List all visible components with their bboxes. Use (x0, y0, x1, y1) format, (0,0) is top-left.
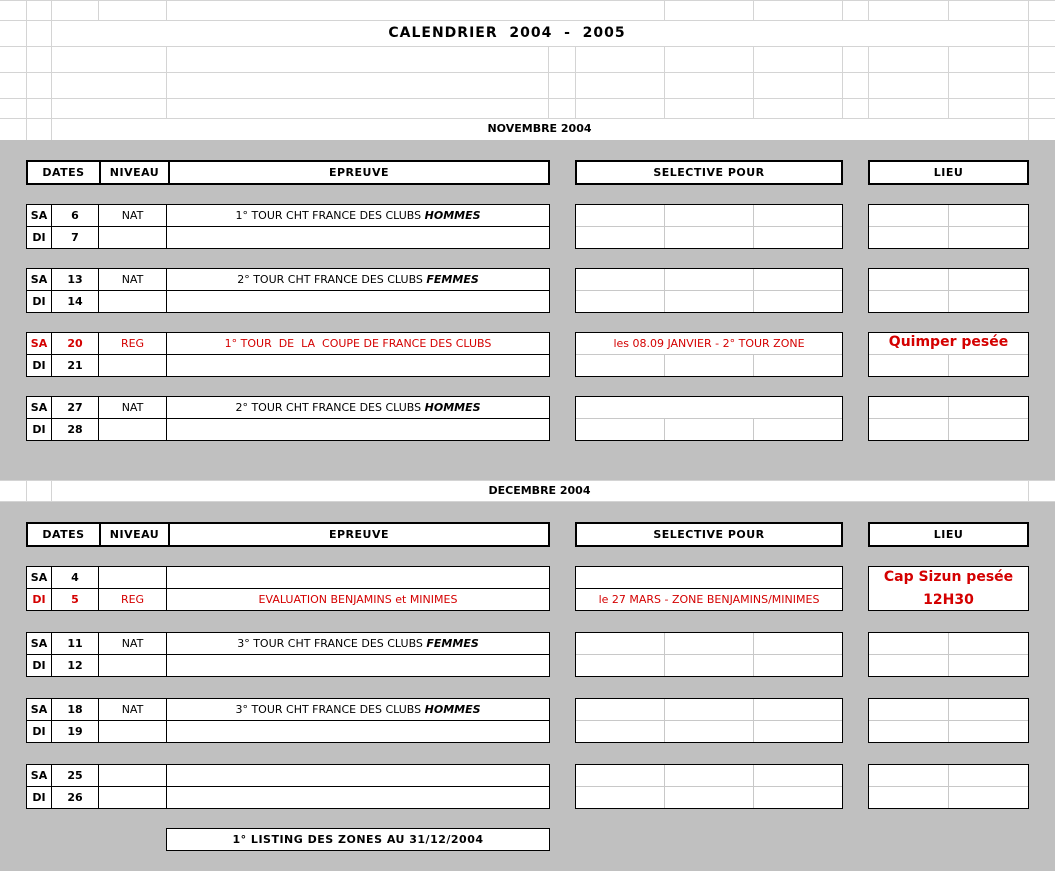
day-label-di: DI (32, 725, 46, 738)
selective-value (576, 205, 842, 226)
day-number-di: 5 (71, 593, 79, 606)
epreuve-value (167, 269, 549, 290)
header-niveau: NIVEAU (101, 162, 170, 183)
day-label-sa: SA (30, 637, 48, 650)
niveau-value: NAT (121, 637, 144, 650)
selective-value (576, 633, 842, 654)
epreuve-emphasis: HOMMES (424, 209, 481, 222)
selective-value: le 27 MARS - ZONE BENJAMINS/MINIMES (598, 593, 820, 606)
lieu-value (869, 204, 1028, 224)
lieu-value (869, 396, 1028, 416)
epreuve-value (167, 699, 549, 720)
month-title-novembre: NOVEMBRE 2004 (487, 122, 592, 135)
header-epreuve: EPREUVE (328, 166, 390, 179)
epreuve-value (167, 589, 549, 610)
day-number-di: 21 (67, 359, 83, 372)
header-epreuve: EPREUVE (328, 528, 390, 541)
day-number-sa: 13 (67, 273, 83, 286)
day-number-di: 26 (67, 791, 83, 804)
lieu-value (869, 632, 1028, 652)
selective-value (576, 699, 842, 720)
column-headers-main (26, 160, 550, 185)
day-label-di: DI (32, 295, 46, 308)
epreuve-value (167, 765, 549, 786)
day-number-di: 28 (67, 423, 83, 436)
epreuve-emphasis: HOMMES (424, 401, 481, 414)
day-number-di: 14 (67, 295, 83, 308)
day-number-sa: 27 (67, 401, 83, 414)
niveau-value: NAT (121, 703, 144, 716)
header-selective: SELECTIVE POUR (575, 160, 843, 185)
month-panel-decembre (0, 502, 1055, 871)
epreuve-value (167, 397, 549, 418)
day-label-di: DI (32, 593, 46, 606)
epreuve-text: 2° TOUR CHT FRANCE DES CLUBS (235, 401, 425, 414)
day-label-sa: SA (30, 401, 48, 414)
epreuve-emphasis: FEMMES (426, 273, 479, 286)
selective-value (576, 397, 842, 418)
day-label-sa: SA (30, 273, 48, 286)
niveau-value: NAT (121, 209, 144, 222)
day-number-sa: 6 (71, 209, 79, 222)
selective-value (576, 765, 842, 786)
day-number-di: 19 (67, 725, 83, 738)
header-dates: DATES (28, 524, 101, 545)
niveau-value: REG (120, 337, 145, 350)
epreuve-value (167, 333, 549, 354)
selective-value (576, 269, 842, 290)
day-label-sa: SA (30, 703, 48, 716)
epreuve-value (167, 633, 549, 654)
day-label-di: DI (32, 791, 46, 804)
day-label-di: DI (32, 231, 46, 244)
header-dates: DATES (28, 162, 101, 183)
epreuve-text: 1° TOUR CHT FRANCE DES CLUBS (235, 209, 425, 222)
header-selective: SELECTIVE POUR (575, 522, 843, 547)
niveau-value (99, 765, 166, 786)
niveau-value: NAT (121, 401, 144, 414)
epreuve-text: 2° TOUR CHT FRANCE DES CLUBS (237, 273, 427, 286)
listing-note: 1° LISTING DES ZONES AU 31/12/2004 (166, 828, 550, 851)
epreuve-text: EVALUATION BENJAMINS et MINIMES (258, 593, 458, 606)
day-number-sa: 25 (67, 769, 83, 782)
day-number-sa: 4 (71, 571, 79, 584)
lieu-value: Quimper pesée (888, 334, 1009, 350)
epreuve-emphasis: FEMMES (426, 637, 479, 650)
day-label-di: DI (32, 359, 46, 372)
epreuve-value (167, 205, 549, 226)
day-number-sa: 18 (67, 703, 83, 716)
header-lieu: LIEU (868, 160, 1029, 185)
lieu-value (869, 268, 1028, 288)
lieu-time: 12H30 (923, 592, 974, 608)
niveau-value: NAT (121, 273, 144, 286)
header-lieu: LIEU (868, 522, 1029, 547)
lieu-value (869, 698, 1028, 718)
day-number-di: 7 (71, 231, 79, 244)
lieu-value: Cap Sizun pesée (883, 569, 1014, 585)
day-label-sa: SA (30, 571, 48, 584)
epreuve-text: 3° TOUR CHT FRANCE DES CLUBS (237, 637, 427, 650)
day-label-sa: SA (30, 769, 48, 782)
niveau-value: REG (120, 593, 145, 606)
month-title-decembre: DECEMBRE 2004 (488, 484, 591, 497)
day-number-sa: 11 (67, 637, 83, 650)
page-title: CALENDRIER 2004 - 2005 (388, 25, 626, 41)
lieu-value (869, 764, 1028, 784)
day-label-sa: SA (30, 337, 48, 350)
day-number-sa: 20 (67, 337, 83, 350)
day-number-di: 12 (67, 659, 83, 672)
column-headers-main (26, 522, 550, 547)
epreuve-emphasis: HOMMES (424, 703, 481, 716)
day-label-sa: SA (30, 209, 48, 222)
day-label-di: DI (32, 659, 46, 672)
day-label-di: DI (32, 423, 46, 436)
selective-value: les 08.09 JANVIER - 2° TOUR ZONE (613, 337, 805, 350)
epreuve-text: 3° TOUR CHT FRANCE DES CLUBS (235, 703, 425, 716)
epreuve-text: 1° TOUR DE LA COUPE DE FRANCE DES CLUBS (224, 337, 492, 350)
header-niveau: NIVEAU (101, 524, 170, 545)
